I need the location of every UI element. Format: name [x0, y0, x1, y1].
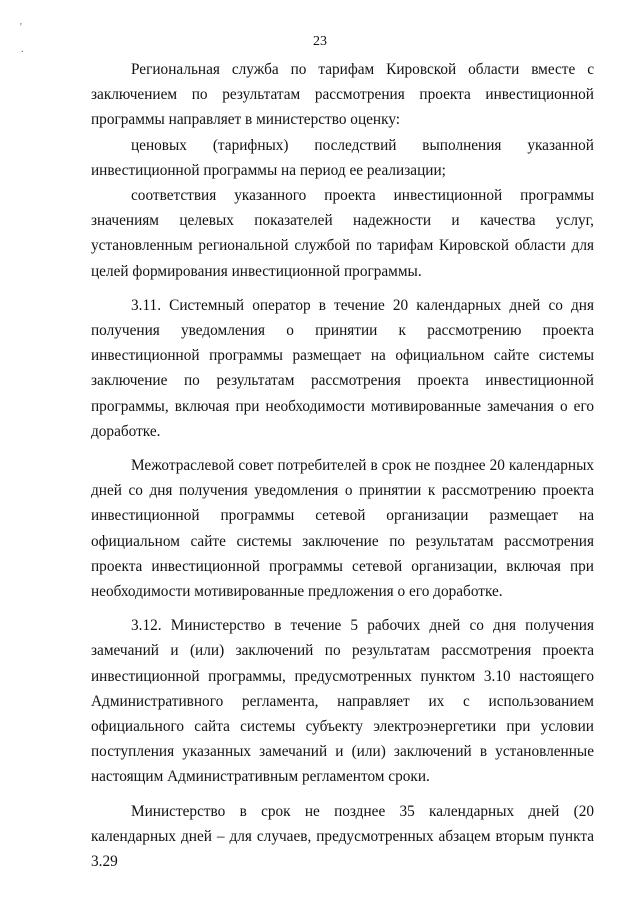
document-body: [91, 57, 594, 874]
margin-mark: ': [20, 22, 22, 33]
paragraph-assessment-intro: Региональная служба по тарифам Кировской области вместе с заключением по результатам рассмотрения проекта инвестиционной программы направляет в министерство оценку:: [91, 61, 594, 129]
margin-mark: .: [21, 44, 24, 55]
paragraph-consumer-council: Межотраслевой совет потребителей в срок не позднее 20 календарных дней со дня получения уведомления о принятии к рассмотрению проекта инвестиционной программы сетевой организации размещает на официальном сайте системы заключение по результатам рассмотрения проекта инвестиционной программы сетевой организации, включая при необходимости мотивированные предложения о его доработке.: [91, 457, 594, 601]
paragraph-price-consequences: ценовых (тарифных) последствий выполнения указанной инвестиционной программы на период ее реализации;: [91, 136, 594, 179]
paragraph-ministry-deadline: Министерство в срок не позднее 35 календарных дней (20 календарных дней – для случаев, предусмотренных абзацем вторым пункта 3.29: [91, 802, 594, 871]
page-number: 23: [313, 34, 327, 49]
paragraph-clause-3-11: 3.11. Системный оператор в течение 20 календарных дней со дня получения уведомления о принятии к рассмотрению проекта инвестиционной программы размещает на официальном сайте системы заключение по результатам рассмотрения проекта инвестиционной программы, включая при необходимости мотивированные замечания о его доработке.: [91, 296, 594, 440]
paragraph-target-compliance: соответствия указанного проекта инвестиционной программы значениям целевых показателей надежности и качества услуг, установленным региональной службой по тарифам Кировской области для целей формирования инвестиционной программы.: [91, 187, 594, 280]
paragraph-clause-3-12: 3.12. Министерство в течение 5 рабочих дней со дня получения замечаний и (или) заключений по результатам рассмотрения проекта инвестиционной программы, предусмотренных пунктом 3.10 настоящего Административного регламента, направляет их с использованием официального сайта системы субъекту электроэнергетики при условии поступления указанных замечаний и (или) заключений в установленные настоящим Административным регламентом сроки.: [91, 617, 594, 786]
